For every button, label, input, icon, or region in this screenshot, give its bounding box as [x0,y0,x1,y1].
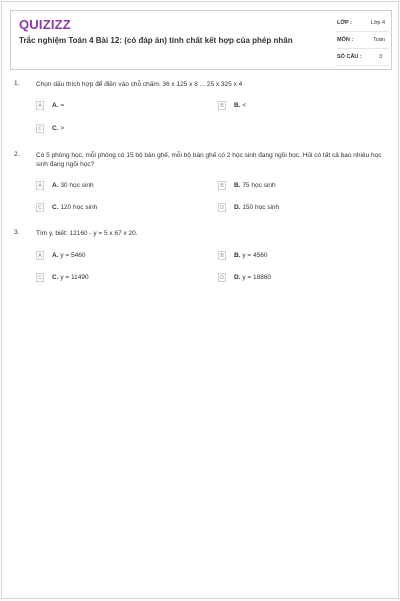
option-letter-box: A [36,101,44,110]
meta-count-value: 3 [379,54,383,60]
option-prefix: B. [234,252,241,259]
option-prefix: A. [52,252,59,259]
option-text: 150 học sinh [242,204,280,211]
meta-grade [337,19,389,32]
meta-subject [337,36,389,49]
option-text: y = 11490 [60,274,89,281]
option-text: y = 5460 [60,252,86,259]
option-prefix: C. [52,204,59,211]
option-letter-box: B [218,101,226,110]
option-letter-box: C [36,124,44,133]
quizizz-logo[interactable]: QUIZIZZ [19,17,71,32]
option-letter-box: C [36,273,44,282]
question-number: 3. [14,229,20,236]
option-prefix: A. [52,102,59,109]
option-prefix: C. [52,274,59,281]
meta-count-label: SỐ CÂU : [337,54,362,60]
option-prefix: C. [52,125,59,132]
option-text: y = 18860 [242,274,272,281]
question-number: 2. [14,151,20,158]
option-letter-box: D [218,203,226,212]
option-text: 75 học sinh [242,182,276,189]
option-prefix: D. [234,204,241,211]
question-text: Tìm y, biết: 12160 - y = 5 x 67 x 20. [36,230,138,237]
option-prefix: B. [234,182,241,189]
worksheet-meta [337,19,389,70]
option-letter-box: A [36,181,44,190]
worksheet-title: Trắc nghiệm Toán 4 Bài 12: (có đáp án) tính chất kết hợp của phép nhân [19,36,293,45]
option-prefix: A. [52,182,59,189]
option-letter-box: B [218,251,226,260]
worksheet-page [1,1,399,599]
option-letter-box: A [36,251,44,260]
option-text: < [242,102,247,109]
option-text: > [60,125,65,132]
meta-grade-label: LỚP : [337,20,352,26]
meta-subject-value: Toán [373,37,385,43]
option-letter-box: D [218,273,226,282]
option-text: y = 4560 [242,252,268,259]
worksheet-header [10,10,392,70]
option-letter-box: B [218,181,226,190]
option-text: = [60,102,65,109]
option-prefix: B. [234,102,241,109]
option-letter-box: C [36,203,44,212]
question-text: Chọn dấu thích hợp để điền vào chỗ chấm: 36 x 125 x 8 ... 25 x 325 x 4 [36,81,243,88]
meta-subject-label: MÔN : [337,37,354,43]
option-prefix: D. [234,274,241,281]
question-number: 1. [14,80,20,87]
meta-count [337,53,389,66]
question-text: Có 5 phòng học, mỗi phòng có 15 bộ bàn ghế, mỗi bộ bàn ghế có 2 học sinh đang ngồi học. Hỏi có tất cả bao nhiêu học sinh đang ngồi học? [36,152,382,168]
option-text: 30 học sinh [60,182,94,189]
option-text: 120 học sinh [60,204,98,211]
meta-grade-value: Lớp 4 [370,20,385,26]
